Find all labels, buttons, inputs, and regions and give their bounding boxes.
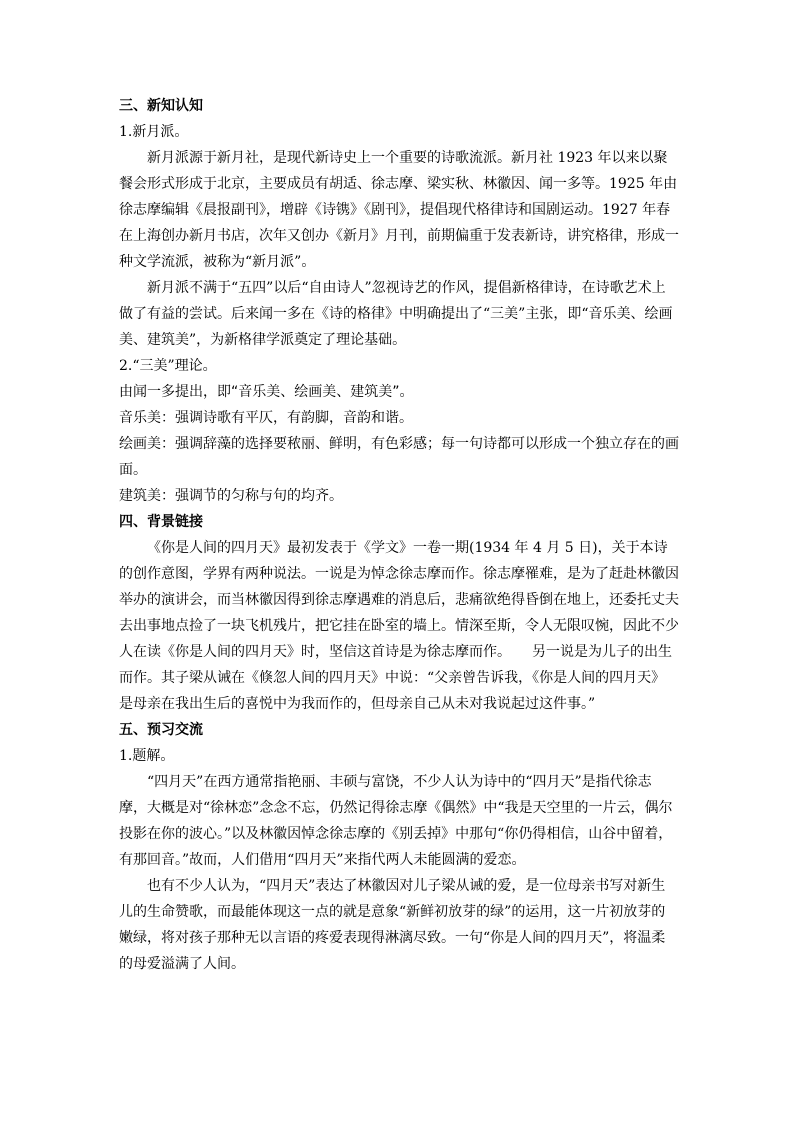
section-heading-background: 四、背景链接 [119, 514, 203, 530]
section-heading-preview: 五、预习交流 [119, 722, 203, 738]
paragraph-april-meaning-one: “四月天”在西方通常指艳丽、丰硕与富饶，不少人认为诗中的“四月天”是指代徐志摩，大概是对“徐林恋”念念不忘，仍然记得徐志摩《偶然》中“我是天空里的一片云，偶尔投影在你的波心。”以及林徽因悼念徐志摩的《别丢掉》中那句“你仍得相信，山谷中留着，有那回音。”故而，人们借用“四月天”来指代两人未能圆满的爱恋。 [119, 774, 673, 868]
paragraph-background: 《你是人间的四月天》最初发表于《学文》一卷一期(1934 年 4 月 5 日)，关于本诗的创作意图，学界有两种说法。一说是为悼念徐志摩而作。徐志摩罹难，是为了赶赴林徽因举办的演讲会，而当林徽因得到徐志摩遇难的消息后，悲痛欲绝得昏倒在地上，还委托丈夫去出事地点捡了一块飞机残片，把它挂在卧室的墙上。情深至斯，令人无限叹惋，因此不少人在读《你是人间的四月天》时，坚信这首诗是为徐志摩而作。 另一说是为儿子的出生而作。其子梁从诫在《倏忽人间的四月天》中说：“父亲曾告诉我，《你是人间的四月天》是母亲在我出生后的喜悦中为我而作的，但母亲自己从未对我说起过这件事。” [119, 540, 679, 712]
paragraph-april-meaning-two: 也有不少人认为，“四月天”表达了林徽因对儿子梁从诫的爱，是一位母亲书写对新生儿的生命赞歌，而最能体现这一点的就是意象“新鲜初放芽的绿”的运用，这一片初放芽的嫩绿，将对孩子那种无以言语的疼爱表现得淋漓尽致。一句“你是人间的四月天”，将温柔的母爱溢满了人间。 [119, 878, 666, 972]
subheading-title-explanation: 1.题解。 [119, 748, 175, 764]
text-music-beauty: 音乐美：强调诗歌有平仄，有韵脚，音韵和谐。 [119, 410, 413, 426]
text-three-beauties-origin: 由闻一多提出，即“音乐美、绘画美、建筑美”。 [119, 384, 414, 400]
section-heading-new-knowledge: 三、新知认知 [119, 98, 203, 114]
document-page [119, 93, 679, 977]
subheading-three-beauties: 2.“三美”理论。 [119, 358, 217, 374]
text-painting-beauty: 绘画美：强调辞藻的选择要秾丽、鲜明，有色彩感；每一句诗都可以形成一个独立存在的画面。 [119, 436, 679, 478]
paragraph-xinyue-style: 新月派不满于“五四”以后“自由诗人”忽视诗艺的作风，提倡新格律诗，在诗歌艺术上做了有益的尝试。后来闻一多在《诗的格律》中明确提出了“三美”主张，即“音乐美、绘画美、建筑美”，为新格律学派奠定了理论基础。 [119, 280, 673, 348]
paragraph-xinyue-origin: 新月派源于新月社，是现代新诗史上一个重要的诗歌流派。新月社 1923 年以来以聚餐会形式形成于北京，主要成员有胡适、徐志摩、梁实秋、林徽因、闻一多等。1925 年由徐志摩编辑《晨报副刊》，增辟《诗镌》《剧刊》，提倡现代格律诗和国剧运动。1927 年春在上海创办新月书店，次年又创办《新月》月刊，前期偏重于发表新诗，讲究格律，形成一种文学流派，被称为“新月派”。 [119, 150, 679, 270]
subheading-xinyue-school: 1.新月派。 [119, 124, 189, 140]
text-architecture-beauty: 建筑美：强调节的匀称与句的均齐。 [119, 488, 343, 504]
